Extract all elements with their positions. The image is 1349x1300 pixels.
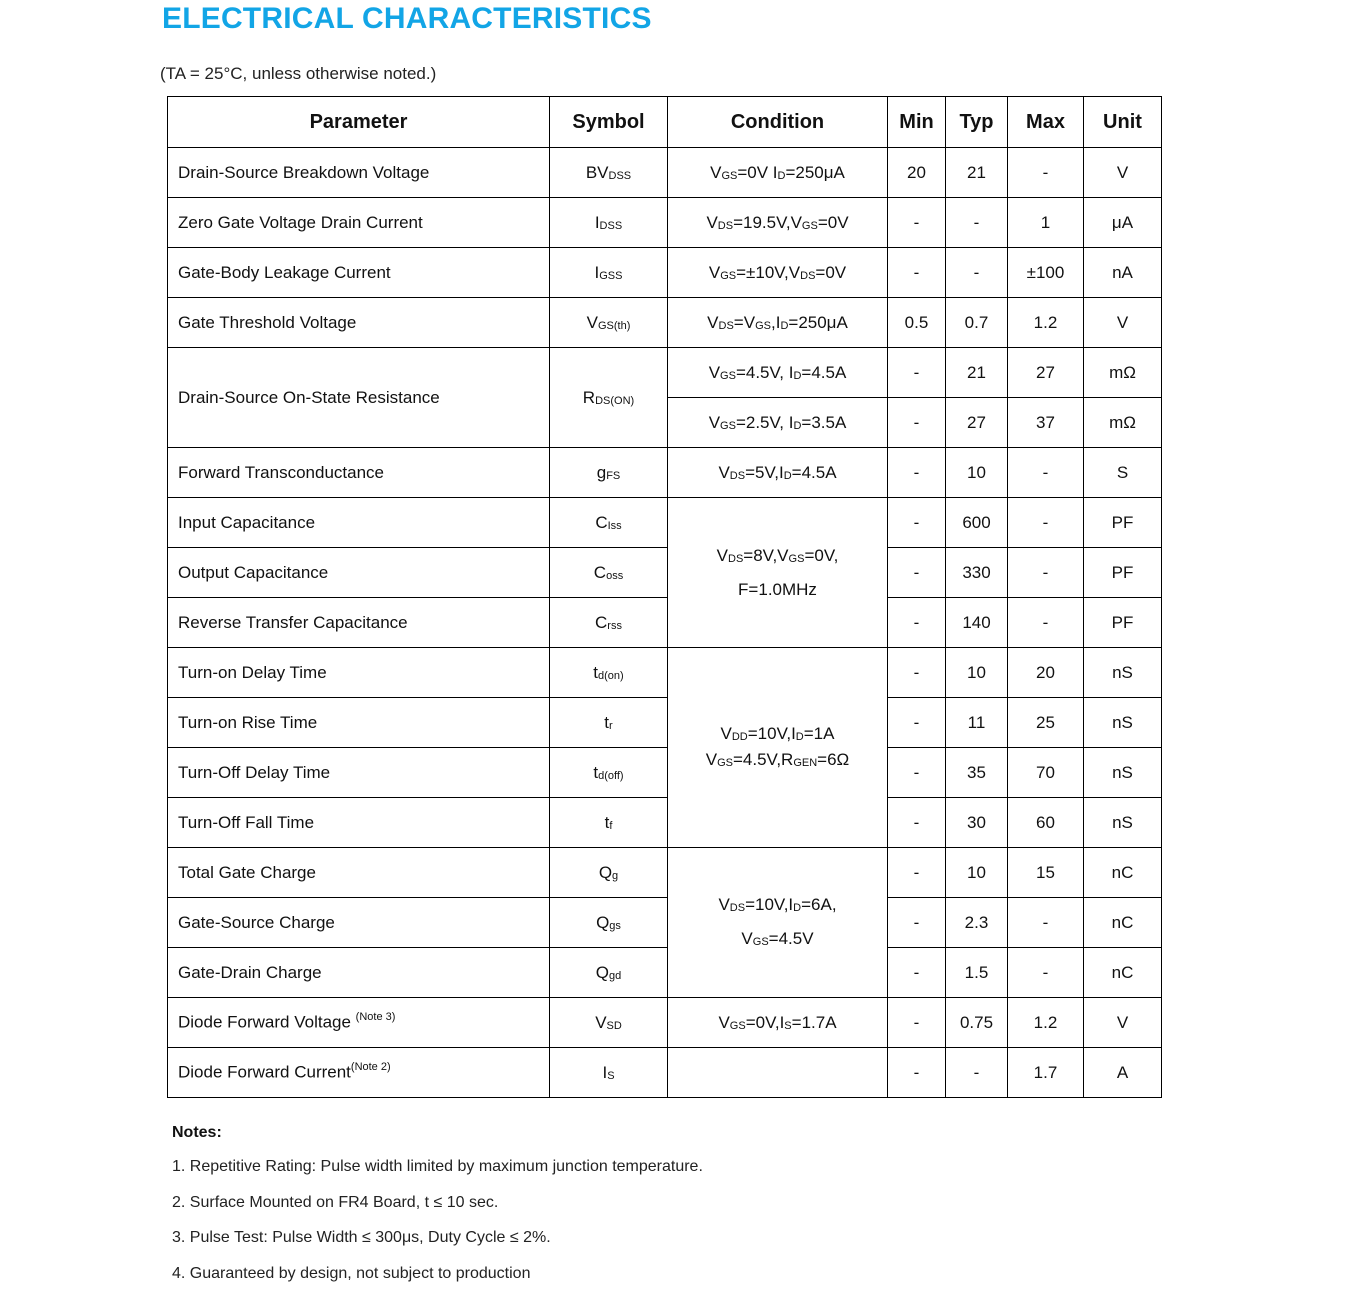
unit-cell: nC — [1084, 848, 1162, 898]
condition-cell: $V_{DS}=10V,I_D=6A$, $V_{GS}=4.5V$ — [668, 848, 888, 998]
param-cell: Turn-on Delay Time — [168, 648, 550, 698]
param-cell: Drain-Source On-State Resistance — [168, 348, 550, 448]
symbol-cell: $t_f$ — [550, 798, 668, 848]
min-cell: - — [888, 398, 946, 448]
max-cell: - — [1008, 898, 1084, 948]
max-cell: ±100 — [1008, 248, 1084, 298]
symbol-cell: $t_{d(on)}$ — [550, 648, 668, 698]
min-cell: - — [888, 348, 946, 398]
table-row — [168, 298, 1162, 348]
condition-cell: $V_{DD}=10V,I_D=1A$ $V_{GS}=4.5V,R_{GEN}=6\Omega$ — [668, 648, 888, 848]
typ-cell: 10 — [946, 848, 1008, 898]
unit-cell: PF — [1084, 598, 1162, 648]
param-cell: Output Capacitance — [168, 548, 550, 598]
param-cell: Diode Forward Voltage $^{(Note 3)}$ — [168, 998, 550, 1048]
typ-cell: 10 — [946, 448, 1008, 498]
table-row — [168, 898, 1162, 948]
typ-cell: - — [946, 198, 1008, 248]
table-row — [168, 998, 1162, 1048]
param-cell: Gate-Drain Charge — [168, 948, 550, 998]
max-cell: 1 — [1008, 198, 1084, 248]
min-cell: - — [888, 648, 946, 698]
unit-cell: V — [1084, 998, 1162, 1048]
typ-cell: - — [946, 1048, 1008, 1098]
condition-cell: $V_{GS}=0V,I_S=1.7A$ — [668, 998, 888, 1048]
symbol-cell: $C_{oss}$ — [550, 548, 668, 598]
table-row — [168, 348, 1162, 398]
col-header-parameter: Parameter — [168, 97, 550, 148]
param-cell: Turn-Off Delay Time — [168, 748, 550, 798]
max-cell: 70 — [1008, 748, 1084, 798]
unit-cell: S — [1084, 448, 1162, 498]
typ-cell: 2.3 — [946, 898, 1008, 948]
param-cell: Turn-on Rise Time — [168, 698, 550, 748]
typ-cell: 140 — [946, 598, 1008, 648]
typ-cell: 10 — [946, 648, 1008, 698]
condition-cell: $V_{DS}=8V,V_{GS}=0V$, F=1.0MHz — [668, 498, 888, 648]
min-cell: - — [888, 898, 946, 948]
typ-cell: 1.5 — [946, 948, 1008, 998]
min-cell: - — [888, 598, 946, 648]
symbol-cell: $C_{rss}$ — [550, 598, 668, 648]
min-cell: - — [888, 748, 946, 798]
param-cell: Gate-Source Charge — [168, 898, 550, 948]
typ-cell: - — [946, 248, 1008, 298]
notes-heading: Notes: — [172, 1124, 222, 1141]
condition-cell: $V_{GS}=4.5V$, $I_D=4.5A$ — [668, 348, 888, 398]
unit-cell: nS — [1084, 798, 1162, 848]
note-2: 2. Surface Mounted on FR4 Board, t ≤ 10 sec. — [172, 1194, 499, 1211]
param-cell: Zero Gate Voltage Drain Current — [168, 198, 550, 248]
param-cell: Drain-Source Breakdown Voltage — [168, 148, 550, 198]
min-cell: - — [888, 248, 946, 298]
min-cell: - — [888, 698, 946, 748]
max-cell: - — [1008, 498, 1084, 548]
col-header-typ: Typ — [946, 97, 1008, 148]
unit-cell: mΩ — [1084, 348, 1162, 398]
table-row — [168, 948, 1162, 998]
table-row — [168, 648, 1162, 698]
unit-cell: μA — [1084, 198, 1162, 248]
header-row — [168, 97, 1162, 148]
col-header-condition: Condition — [668, 97, 888, 148]
unit-cell: nC — [1084, 948, 1162, 998]
param-cell: Input Capacitance — [168, 498, 550, 548]
unit-cell: nC — [1084, 898, 1162, 948]
condition-cell: $V_{DS}=V_{GS},I_D=250\mu A$ — [668, 298, 888, 348]
unit-cell: nS — [1084, 748, 1162, 798]
table-row — [168, 198, 1162, 248]
col-header-min: Min — [888, 97, 946, 148]
unit-cell: PF — [1084, 548, 1162, 598]
symbol-cell: $I_{DSS}$ — [550, 198, 668, 248]
unit-cell: nS — [1084, 698, 1162, 748]
table-row — [168, 798, 1162, 848]
table-row — [168, 448, 1162, 498]
max-cell: - — [1008, 148, 1084, 198]
min-cell: - — [888, 848, 946, 898]
table-row — [168, 1048, 1162, 1098]
condition-cell — [668, 1048, 888, 1098]
min-cell: 0.5 — [888, 298, 946, 348]
symbol-cell: $t_r$ — [550, 698, 668, 748]
col-header-max: Max — [1008, 97, 1084, 148]
min-cell: - — [888, 548, 946, 598]
note-3: 3. Pulse Test: Pulse Width ≤ 300μs, Duty Cycle ≤ 2%. — [172, 1229, 551, 1246]
unit-cell: V — [1084, 148, 1162, 198]
param-cell: Total Gate Charge — [168, 848, 550, 898]
param-cell: Turn-Off Fall Time — [168, 798, 550, 848]
typ-cell: 0.7 — [946, 298, 1008, 348]
table-row — [168, 748, 1162, 798]
symbol-cell: $C_{Iss}$ — [550, 498, 668, 548]
max-cell: 1.2 — [1008, 298, 1084, 348]
max-cell: 60 — [1008, 798, 1084, 848]
typ-cell: 0.75 — [946, 998, 1008, 1048]
min-cell: - — [888, 198, 946, 248]
condition-cell: $V_{GS}=2.5V$, $I_D=3.5A$ — [668, 398, 888, 448]
typ-cell: 330 — [946, 548, 1008, 598]
typ-cell: 600 — [946, 498, 1008, 548]
condition-cell: $V_{GS}=0V$ $I_D=250\mu A$ — [668, 148, 888, 198]
col-header-unit: Unit — [1084, 97, 1162, 148]
symbol-cell: $I_S$ — [550, 1048, 668, 1098]
table-row — [168, 148, 1162, 198]
typ-cell: 27 — [946, 398, 1008, 448]
condition-cell: $V_{DS}=19.5V,V_{GS}=0V$ — [668, 198, 888, 248]
param-cell: Gate Threshold Voltage — [168, 298, 550, 348]
symbol-cell: $Q_{gd}$ — [550, 948, 668, 998]
symbol-cell: $I_{GSS}$ — [550, 248, 668, 298]
typ-cell: 30 — [946, 798, 1008, 848]
max-cell: - — [1008, 598, 1084, 648]
min-cell: - — [888, 1048, 946, 1098]
symbol-cell: $Q_{gs}$ — [550, 898, 668, 948]
param-cell: Gate-Body Leakage Current — [168, 248, 550, 298]
min-cell: - — [888, 498, 946, 548]
unit-cell: PF — [1084, 498, 1162, 548]
symbol-cell: $V_{SD}$ — [550, 998, 668, 1048]
min-cell: - — [888, 448, 946, 498]
typ-cell: 21 — [946, 348, 1008, 398]
param-cell: Forward Transconductance — [168, 448, 550, 498]
typ-cell: 21 — [946, 148, 1008, 198]
symbol-cell: $R_{DS(ON)}$ — [550, 348, 668, 448]
max-cell: 1.7 — [1008, 1048, 1084, 1098]
max-cell: - — [1008, 948, 1084, 998]
param-cell: Reverse Transfer Capacitance — [168, 598, 550, 648]
table-row — [168, 698, 1162, 748]
table-row — [168, 248, 1162, 298]
symbol-cell: $Q_g$ — [550, 848, 668, 898]
typ-cell: 11 — [946, 698, 1008, 748]
unit-cell: V — [1084, 298, 1162, 348]
note-4: 4. Guaranteed by design, not subject to production — [172, 1265, 531, 1282]
col-header-symbol: Symbol — [550, 97, 668, 148]
unit-cell: nS — [1084, 648, 1162, 698]
max-cell: - — [1008, 548, 1084, 598]
symbol-cell: $t_{d(off)}$ — [550, 748, 668, 798]
min-cell: - — [888, 948, 946, 998]
unit-cell: nA — [1084, 248, 1162, 298]
electrical-characteristics-table — [167, 96, 1162, 1098]
max-cell: 37 — [1008, 398, 1084, 448]
min-cell: - — [888, 798, 946, 848]
test-conditions-note: (TA = 25°C, unless otherwise noted.) — [160, 64, 437, 83]
table-row — [168, 548, 1162, 598]
table-row — [168, 498, 1162, 548]
symbol-cell: $g_{FS}$ — [550, 448, 668, 498]
condition-cell: $V_{GS}=\pm 10V,V_{DS}=0V$ — [668, 248, 888, 298]
min-cell: 20 — [888, 148, 946, 198]
max-cell: 15 — [1008, 848, 1084, 898]
unit-cell: mΩ — [1084, 398, 1162, 448]
symbol-cell: $V_{GS(th)}$ — [550, 298, 668, 348]
max-cell: 25 — [1008, 698, 1084, 748]
condition-cell: $V_{DS}=5V,I_D=4.5A$ — [668, 448, 888, 498]
max-cell: 27 — [1008, 348, 1084, 398]
typ-cell: 35 — [946, 748, 1008, 798]
max-cell: 20 — [1008, 648, 1084, 698]
max-cell: 1.2 — [1008, 998, 1084, 1048]
param-cell: Diode Forward Current$^{(Note 2)}$ — [168, 1048, 550, 1098]
min-cell: - — [888, 998, 946, 1048]
table-row — [168, 848, 1162, 898]
max-cell: - — [1008, 448, 1084, 498]
note-1: 1. Repetitive Rating: Pulse width limited by maximum junction temperature. — [172, 1158, 703, 1175]
table-row — [168, 598, 1162, 648]
unit-cell: A — [1084, 1048, 1162, 1098]
symbol-cell: $BV_{DSS}$ — [550, 148, 668, 198]
page-title: ELECTRICAL CHARACTERISTICS — [162, 2, 652, 35]
